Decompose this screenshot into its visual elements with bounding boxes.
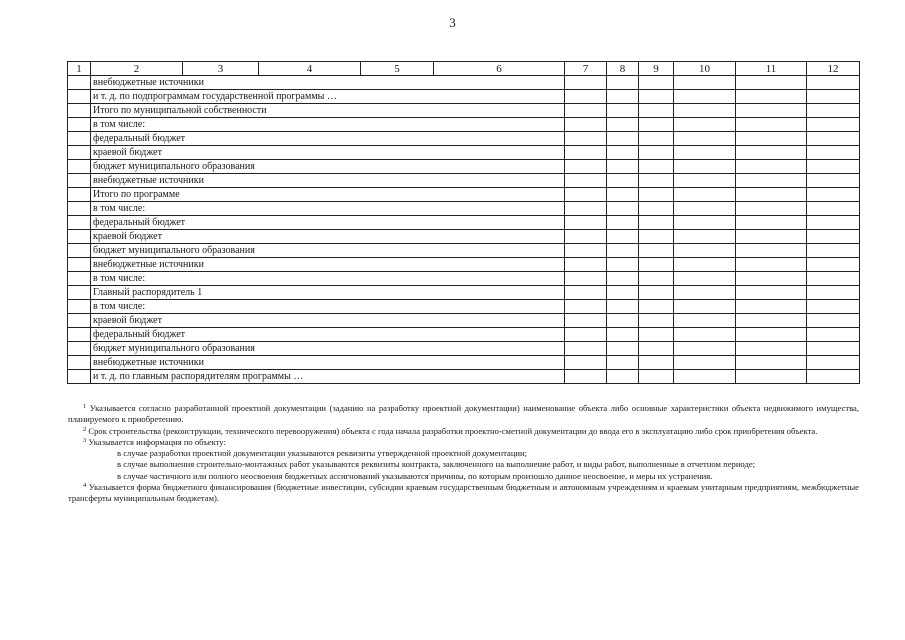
footnote-text: Срок строительства (реконструкции, технического перевооружения) объекта с года начала разработки проектно-сметной документации до ввода его в эксплуатацию либо срок приобретения объекта. [88, 425, 818, 436]
row-label: в том числе: [91, 300, 565, 314]
value-cell [565, 104, 607, 118]
value-cell [807, 314, 860, 328]
footnote-4 [68, 482, 859, 505]
column-header: 6 [434, 62, 565, 76]
value-cell [807, 286, 860, 300]
value-cell [674, 258, 736, 272]
value-cell [736, 132, 807, 146]
value-cell [807, 76, 860, 90]
footnote-text: Указывается форма бюджетного финансирования (бюджетные инвестиции, субсидии краевым государственным бюджетным и автономным учреждениям и краевым унитарным предприятиям, межбюджетные трансферты муниципальным бюджетам). [68, 482, 859, 504]
value-cell [807, 244, 860, 258]
row-number-cell [68, 356, 91, 370]
row-label: федеральный бюджет [91, 132, 565, 146]
value-cell [607, 202, 639, 216]
row-label: в том числе: [91, 272, 565, 286]
value-cell [674, 370, 736, 384]
value-cell [736, 314, 807, 328]
value-cell [639, 370, 674, 384]
value-cell [674, 356, 736, 370]
value-cell [736, 216, 807, 230]
value-cell [607, 230, 639, 244]
table-row [68, 132, 860, 146]
row-number-cell [68, 132, 91, 146]
value-cell [565, 76, 607, 90]
value-cell [639, 188, 674, 202]
value-cell [639, 118, 674, 132]
footnote-text: Указывается информация по объекту: [88, 436, 226, 447]
value-cell [736, 188, 807, 202]
value-cell [639, 328, 674, 342]
value-cell [674, 272, 736, 286]
table-row [68, 118, 860, 132]
value-cell [565, 272, 607, 286]
value-cell [807, 356, 860, 370]
value-cell [639, 90, 674, 104]
value-cell [565, 244, 607, 258]
footnote-3-item: в случае разработки проектной документации указываются реквизиты утвержденной проектной документации; [117, 448, 528, 459]
value-cell [607, 258, 639, 272]
row-number-cell [68, 370, 91, 384]
row-number-cell [68, 272, 91, 286]
value-cell [639, 132, 674, 146]
value-cell [607, 286, 639, 300]
value-cell [674, 216, 736, 230]
value-cell [565, 286, 607, 300]
table-row [68, 370, 860, 384]
value-cell [607, 272, 639, 286]
column-header: 8 [607, 62, 639, 76]
table-row [68, 258, 860, 272]
value-cell [736, 342, 807, 356]
table-row [68, 230, 860, 244]
value-cell [639, 104, 674, 118]
row-label: внебюджетные источники [91, 76, 565, 90]
value-cell [674, 188, 736, 202]
row-label: федеральный бюджет [91, 328, 565, 342]
row-label: бюджет муниципального образования [91, 342, 565, 356]
value-cell [565, 90, 607, 104]
footnote-3-item: в случае частичного или полного неосвоения бюджетных ассигнований указываются причины, по которым произошло данное неосвоение, и меры их устранения. [117, 470, 713, 481]
value-cell [674, 76, 736, 90]
value-cell [807, 104, 860, 118]
column-header: 5 [361, 62, 434, 76]
value-cell [607, 300, 639, 314]
value-cell [674, 342, 736, 356]
column-header: 1 [68, 62, 91, 76]
value-cell [807, 188, 860, 202]
table-row [68, 356, 860, 370]
value-cell [674, 160, 736, 174]
value-cell [736, 76, 807, 90]
table-row [68, 104, 860, 118]
table-row [68, 76, 860, 90]
value-cell [607, 146, 639, 160]
footnotes [68, 403, 859, 505]
row-number-cell [68, 188, 91, 202]
row-number-cell [68, 314, 91, 328]
column-header: 12 [807, 62, 860, 76]
value-cell [736, 370, 807, 384]
value-cell [639, 146, 674, 160]
value-cell [607, 216, 639, 230]
value-cell [736, 202, 807, 216]
row-label: в том числе: [91, 202, 565, 216]
value-cell [736, 300, 807, 314]
row-number-cell [68, 300, 91, 314]
value-cell [674, 118, 736, 132]
table-row [68, 244, 860, 258]
table-row [68, 342, 860, 356]
footnote-mark: 3 [83, 436, 87, 444]
value-cell [565, 174, 607, 188]
table-row [68, 300, 860, 314]
row-number-cell [68, 230, 91, 244]
value-cell [807, 160, 860, 174]
page-number: 3 [449, 15, 456, 30]
table-row [68, 160, 860, 174]
table-row [68, 188, 860, 202]
value-cell [607, 370, 639, 384]
value-cell [565, 300, 607, 314]
value-cell [807, 328, 860, 342]
row-number-cell [68, 328, 91, 342]
value-cell [639, 286, 674, 300]
value-cell [674, 230, 736, 244]
value-cell [674, 174, 736, 188]
row-number-cell [68, 174, 91, 188]
row-number-cell [68, 244, 91, 258]
value-cell [807, 174, 860, 188]
column-header: 2 [91, 62, 183, 76]
value-cell [639, 300, 674, 314]
value-cell [736, 244, 807, 258]
value-cell [736, 174, 807, 188]
row-label: Главный распорядитель 1 [91, 286, 565, 300]
table-row [68, 90, 860, 104]
row-label: в том числе: [91, 118, 565, 132]
budget-table [67, 61, 860, 384]
value-cell [736, 258, 807, 272]
row-number-cell [68, 118, 91, 132]
value-cell [607, 328, 639, 342]
column-header: 10 [674, 62, 736, 76]
footnote-1 [68, 403, 859, 426]
value-cell [736, 356, 807, 370]
value-cell [674, 244, 736, 258]
value-cell [736, 328, 807, 342]
value-cell [736, 160, 807, 174]
value-cell [807, 216, 860, 230]
value-cell [565, 146, 607, 160]
row-number-cell [68, 104, 91, 118]
value-cell [807, 132, 860, 146]
value-cell [565, 230, 607, 244]
column-header: 11 [736, 62, 807, 76]
value-cell [807, 230, 860, 244]
table-row [68, 328, 860, 342]
value-cell [674, 146, 736, 160]
value-cell [639, 272, 674, 286]
value-cell [565, 258, 607, 272]
footnote-2 [68, 426, 859, 437]
value-cell [736, 286, 807, 300]
value-cell [639, 356, 674, 370]
row-label: Итого по программе [91, 188, 565, 202]
row-label: бюджет муниципального образования [91, 244, 565, 258]
value-cell [639, 76, 674, 90]
value-cell [807, 300, 860, 314]
footnote-text: Указывается согласно разработанной проектной документации (заданию на разработку проектной документации) наименование объекта либо основные характеристики объекта недвижимого имущества, планируемого к приобретению. [68, 403, 859, 425]
value-cell [674, 314, 736, 328]
value-cell [736, 118, 807, 132]
value-cell [807, 90, 860, 104]
footnote-mark: 1 [83, 403, 87, 410]
value-cell [565, 356, 607, 370]
row-number-cell [68, 342, 91, 356]
value-cell [807, 118, 860, 132]
value-cell [565, 188, 607, 202]
value-cell [807, 342, 860, 356]
value-cell [565, 202, 607, 216]
table-row [68, 216, 860, 230]
table-row [68, 202, 860, 216]
value-cell [807, 202, 860, 216]
value-cell [607, 90, 639, 104]
row-label: краевой бюджет [91, 146, 565, 160]
row-label: внебюджетные источники [91, 356, 565, 370]
row-label: Итого по муниципальной собственности [91, 104, 565, 118]
value-cell [807, 146, 860, 160]
value-cell [565, 342, 607, 356]
row-label: внебюджетные источники [91, 174, 565, 188]
value-cell [736, 272, 807, 286]
value-cell [639, 202, 674, 216]
value-cell [565, 216, 607, 230]
footnote-3 [68, 437, 859, 448]
value-cell [639, 174, 674, 188]
value-cell [639, 314, 674, 328]
row-label: и т. д. по главным распорядителям программы … [91, 370, 565, 384]
table-header-row [68, 62, 860, 76]
value-cell [674, 300, 736, 314]
value-cell [674, 132, 736, 146]
value-cell [607, 132, 639, 146]
value-cell [639, 258, 674, 272]
value-cell [565, 314, 607, 328]
footnote-mark: 4 [83, 482, 87, 490]
row-label: и т. д. по подпрограммам государственной программы … [91, 90, 565, 104]
value-cell [639, 230, 674, 244]
column-header: 9 [639, 62, 674, 76]
value-cell [607, 104, 639, 118]
row-number-cell [68, 146, 91, 160]
row-number-cell [68, 90, 91, 104]
value-cell [674, 104, 736, 118]
value-cell [807, 370, 860, 384]
row-label: внебюджетные источники [91, 258, 565, 272]
table-row [68, 174, 860, 188]
value-cell [736, 104, 807, 118]
value-cell [607, 188, 639, 202]
value-cell [639, 244, 674, 258]
column-header: 3 [183, 62, 259, 76]
value-cell [565, 370, 607, 384]
value-cell [565, 160, 607, 174]
table-row [68, 286, 860, 300]
value-cell [807, 258, 860, 272]
value-cell [607, 244, 639, 258]
value-cell [565, 328, 607, 342]
value-cell [607, 118, 639, 132]
value-cell [607, 160, 639, 174]
column-header: 7 [565, 62, 607, 76]
table-row [68, 272, 860, 286]
value-cell [607, 174, 639, 188]
footnote-mark: 2 [83, 425, 87, 433]
value-cell [736, 230, 807, 244]
column-header: 4 [259, 62, 361, 76]
value-cell [607, 314, 639, 328]
row-label: краевой бюджет [91, 314, 565, 328]
table-row [68, 146, 860, 160]
value-cell [607, 76, 639, 90]
value-cell [674, 90, 736, 104]
row-number-cell [68, 258, 91, 272]
row-label: бюджет муниципального образования [91, 160, 565, 174]
value-cell [607, 356, 639, 370]
value-cell [565, 118, 607, 132]
table-row [68, 314, 860, 328]
row-number-cell [68, 76, 91, 90]
row-number-cell [68, 286, 91, 300]
row-number-cell [68, 216, 91, 230]
footnote-3-item: в случае выполнения строительно-монтажных работ указываются реквизиты контракта, заключенного на выполнение работ, и виды работ, выполненные в отчетном периоде; [117, 459, 756, 470]
value-cell [639, 342, 674, 356]
value-cell [607, 342, 639, 356]
value-cell [674, 328, 736, 342]
value-cell [674, 202, 736, 216]
row-number-cell [68, 202, 91, 216]
value-cell [736, 146, 807, 160]
value-cell [674, 286, 736, 300]
value-cell [807, 272, 860, 286]
value-cell [736, 90, 807, 104]
row-number-cell [68, 160, 91, 174]
value-cell [565, 132, 607, 146]
value-cell [639, 160, 674, 174]
row-label: федеральный бюджет [91, 216, 565, 230]
row-label: краевой бюджет [91, 230, 565, 244]
value-cell [639, 216, 674, 230]
